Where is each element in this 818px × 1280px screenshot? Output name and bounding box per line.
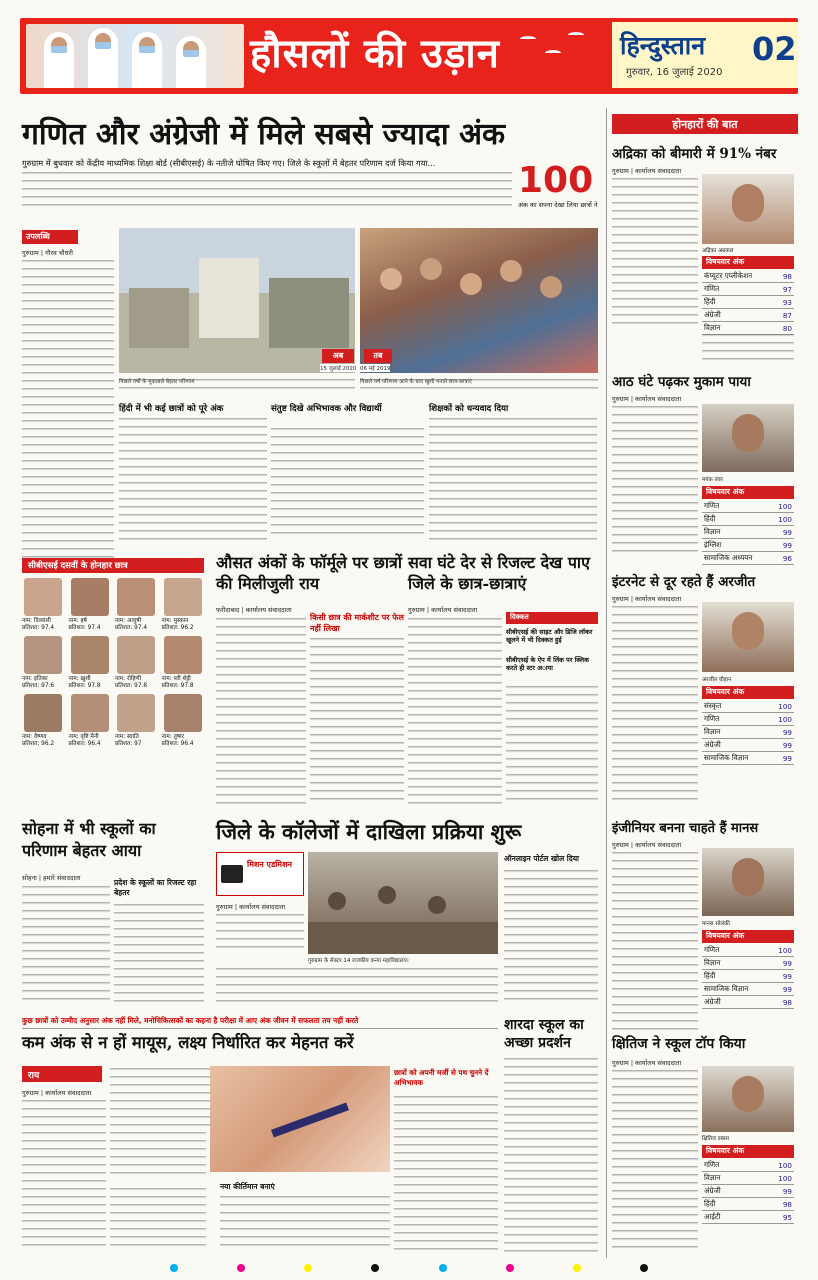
- intro-text-lines: [22, 170, 512, 212]
- newspaper-name: हिन्दुस्तान: [620, 31, 706, 60]
- subject-score-table: गणित 100 विज्ञान 99 हिंदी 99 सामाजिक विज्ञान 99 अंग्रेजी 98: [704, 945, 792, 1007]
- admission-body-2: [216, 966, 498, 1006]
- mission-admission-badge: मिशन एडमिशन: [216, 852, 304, 896]
- counsel-body-3: [110, 1130, 206, 1180]
- score-table-title: विषयवार अंक: [702, 486, 794, 499]
- student-figure: [176, 36, 206, 88]
- counsel-box2-title: छात्रों को अपनी मर्जी से पथ चुनने दें अभिभावक: [394, 1068, 489, 1087]
- admission-subhead: प्रदेश के स्कूलों का रिजल्ट रहा बेहतर: [114, 878, 197, 897]
- subhead-parents: संतुष्ट दिखे अभिभावक और विद्यार्थी: [271, 404, 382, 414]
- count-figure: 100: [518, 160, 594, 201]
- toppers-grid: [22, 578, 204, 748]
- college-classroom-photo: [308, 852, 498, 954]
- sidebar-headline: अद्रिका को बीमारी में 91% नंबर: [612, 146, 777, 162]
- cyan-dot: [170, 1264, 178, 1272]
- topper-card: नाम: इतिका प्रतिशत: 97.6: [22, 636, 65, 690]
- topper-card: नाम: तुषार प्रतिशत: 96.4: [162, 694, 205, 748]
- black-dot: [640, 1264, 648, 1272]
- topper-card: नाम: हर्ष प्रतिशत: 97.4: [69, 578, 112, 632]
- portal-body: [504, 868, 598, 1006]
- counsel-body-4: [110, 1186, 206, 1252]
- late-body: [408, 616, 502, 806]
- article-body-text: [22, 258, 114, 570]
- sidebar-headline: इंटरनेट से दूर रहते हैं अरजीत: [612, 574, 756, 590]
- subhead-body: [429, 416, 597, 540]
- page-number: 02: [752, 30, 797, 68]
- student-figure: [132, 32, 162, 88]
- sidebar-body: [612, 404, 698, 554]
- score-table-title: विषयवार अंक: [702, 930, 794, 943]
- sidebar-headline: इंजीनियर बनना चाहते हैं मानस: [612, 821, 759, 836]
- portrait-caption: मानस सोलंकी: [702, 921, 730, 927]
- score-table-title: विषयवार अंक: [702, 686, 794, 699]
- then-date: 06 मई 2019: [360, 366, 391, 372]
- sidebar-note: [702, 332, 794, 362]
- score-table-title: विषयवार अंक: [702, 1145, 794, 1158]
- main-intro: गुरुग्राम में बुधवार को केंद्रीय माध्यमिक शिक्षा बोर्ड (सीबीएसई) के नतीजे घोषित किए गए। जिले के स्कूलों में बेहतर परिणाम दर्ज किया गया...: [22, 158, 436, 168]
- problem-box-title: दिक्कत: [506, 612, 598, 624]
- sidebar-byline: गुरुग्राम | कार्यालय संवाददाता: [612, 395, 682, 403]
- portrait-caption: अरजीत चौहान: [702, 677, 732, 683]
- formula-body: [216, 616, 306, 806]
- celebrating-students-photo: [360, 228, 598, 373]
- subhead-body: [271, 426, 424, 540]
- formula-byline: फरीदाबाद | कार्यालय संवाददाता: [216, 606, 292, 614]
- counsel-box2-body: [394, 1094, 498, 1252]
- score-table-title: विषयवार अंक: [702, 256, 794, 269]
- portrait-caption: मयंक तंवर: [702, 477, 723, 483]
- formula-headline: औसत अंकों के फॉर्मूले पर छात्रों की मिलीजुली राय: [216, 553, 402, 593]
- edition-date: गुरुवार, 16 जुलाई 2020: [626, 67, 723, 78]
- toppers-title: सीबीएसई दसवीं के होनहार छात्र: [22, 558, 204, 573]
- student-portrait-photo: [702, 174, 794, 244]
- problem-bullet: सीबीएसई के ऐप में लिंक पर क्लिक करते ही स्टर अाया: [506, 656, 590, 672]
- student-figure: [88, 28, 118, 88]
- subject-score-table: कंप्यूटर एप्लीकेशन 98 गणित 97 हिंदी 93 अंग्रेजी 87 विज्ञान 80: [704, 271, 792, 333]
- topper-card: नाम: वृष्टि मैनी प्रतिशत: 96.4: [69, 694, 112, 748]
- photo1-caption: पिछले वर्षों के मुकाबले बेहतर परिणाम: [119, 379, 195, 385]
- black-dot: [371, 1264, 379, 1272]
- sohna-body: [22, 884, 110, 1004]
- sidebar-body: [612, 604, 698, 800]
- sohna-byline: सोहना | हमारे संवाददाता: [22, 874, 81, 882]
- student-portrait-photo: [702, 602, 794, 672]
- topper-card: नाम: आयुषी प्रतिशत: 97.4: [115, 578, 158, 632]
- subhead-teachers: शिक्षकों को धन्यवाद दिया: [429, 404, 509, 414]
- counsel-kicker: कुछ छात्रों को उम्मीद अनुसार अंक नहीं मिले, मनोचिकित्सकों का कहना है परीक्षा में आए अंक जीवन में सफलता तय नहीं करते: [22, 1016, 498, 1029]
- topper-card: नाम: दिव्यांशी प्रतिशत: 97.4: [22, 578, 65, 632]
- yellow-dot: [573, 1264, 581, 1272]
- upalabdhi-tag: उपलब्धि: [22, 230, 78, 244]
- admission-headline: जिले के कॉलेजों में दाखिला प्रक्रिया शुरू: [216, 819, 522, 844]
- section-tag: होनहारों की बात: [612, 114, 798, 134]
- admission-body: [216, 912, 304, 954]
- sidebar-byline: गुरुग्राम | कार्यालय संवाददाता: [612, 595, 682, 603]
- sidebar-headline: आठ घंटे पढ़कर मुकाम पाया: [612, 374, 751, 390]
- subhead-body: [119, 416, 267, 540]
- late-result-headline: सवा घंटे देर से रिजल्ट देख पाए जिले के छात्र-छात्राएं: [408, 553, 590, 593]
- student-portrait-photo: [702, 848, 794, 916]
- sidebar-byline: गुरुग्राम | कार्यालय संवाददाता: [612, 1059, 682, 1067]
- sharda-body: [504, 1056, 598, 1252]
- counsel-body-2: [110, 1066, 210, 1126]
- now-label: अब: [322, 349, 354, 363]
- subject-score-table: गणित 100 विज्ञान 100 अंग्रेजी 99 हिंदी 98 आईटी 95: [704, 1160, 792, 1222]
- formula-box-body: [310, 636, 404, 806]
- print-registration-marks: [20, 1262, 798, 1274]
- sohna-headline: सोहना में भी स्कूलों का परिणाम बेहतर आया: [22, 819, 156, 860]
- topper-card: नाम: स्वाति प्रतिशत: 97: [115, 694, 158, 748]
- topper-card: नाम: रोहिणी प्रतिशत: 97.8: [115, 636, 158, 690]
- admission-byline: गुरुग्राम | कार्यालय संवाददाता: [216, 903, 286, 911]
- sidebar-body: [612, 176, 698, 326]
- student-portrait-photo: [702, 404, 794, 472]
- sidebar-body: [612, 850, 698, 1036]
- admission-sub-body: [114, 902, 204, 1004]
- article-byline: गुरुग्राम | गौरव चौधरी: [22, 249, 73, 257]
- sharda-headline: शारदा स्कूल का अच्छा प्रदर्शन: [504, 1017, 584, 1051]
- formula-box-head: किसी छात्र की मार्कशीट पर फेल नहीं लिखा: [310, 613, 404, 633]
- counsel-box1-title: नया कीर्तिमान बनाएं: [220, 1182, 275, 1191]
- school-building-photo: [119, 228, 355, 373]
- bird-icon: [520, 36, 536, 42]
- topper-card: नाम: मुस्कान प्रतिशत: 96.2: [162, 578, 205, 632]
- subject-score-table: संस्कृत 100 गणित 100 विज्ञान 99 अंग्रेजी 99 सामाजिक विज्ञान 99: [704, 701, 792, 763]
- student-figure: [44, 32, 74, 88]
- portal-subhead: ऑनलाइन पोर्टल खोल दिया: [504, 854, 579, 863]
- counsel-byline: गुरुग्राम | कार्यालय संवाददाता: [22, 1089, 92, 1097]
- portrait-caption: अद्रिका अग्रवाल: [702, 248, 734, 254]
- photo2-caption: पिछले वर्ष परिणाम आने के बाद खुशी मनाते छात्र-छात्राएं: [360, 379, 472, 385]
- banner-students-illustration: [26, 24, 244, 88]
- then-label: तब: [364, 349, 392, 363]
- cyan-dot: [439, 1264, 447, 1272]
- yellow-dot: [304, 1264, 312, 1272]
- now-date: 15 जुलाई 2020: [320, 366, 357, 372]
- bird-icon: [568, 32, 584, 38]
- count-caption: अंक का सपना देखा लिया छात्रों ने: [518, 201, 598, 209]
- topper-card: नाम: वैष्णव प्रतिशत: 96.2: [22, 694, 65, 748]
- subhead-hindi: हिंदी में भी कई छात्रों को पूरे अंक: [119, 404, 224, 414]
- topper-card: नाम: परी शेट्टी प्रतिशत: 97.8: [162, 636, 205, 690]
- late-body-2: [506, 684, 598, 806]
- subject-score-table: गणित 100 हिंदी 100 विज्ञान 99 इंग्लिश 99 सामाजिक अध्ययन 96: [704, 501, 792, 563]
- sidebar-byline: गुरुग्राम | कार्यालय संवाददाता: [612, 841, 682, 849]
- counsel-headline: कम अंक से न हों मायूस, लक्ष्य निर्धारित कर मेहनत करें: [22, 1033, 354, 1052]
- late-byline: गुरुग्राम | कार्यालय संवाददाता: [408, 606, 478, 614]
- main-headline: गणित और अंग्रेजी में मिले सबसे ज्यादा अंक: [22, 117, 506, 152]
- topper-card: नाम: ख़ुशी प्रतिशत: 97.8: [69, 636, 112, 690]
- sidebar-byline: गुरुग्राम | कार्यालय संवाददाता: [612, 167, 682, 175]
- magenta-dot: [237, 1264, 245, 1272]
- student-portrait-photo: [702, 1066, 794, 1132]
- opinion-tag: राय: [22, 1066, 102, 1082]
- counsel-body: [22, 1098, 106, 1252]
- magenta-dot: [506, 1264, 514, 1272]
- banner-title: हौसलों की उड़ान: [250, 30, 500, 77]
- exam-writing-photo: [210, 1066, 390, 1172]
- bird-icon: [545, 50, 561, 56]
- portrait-caption: क्षितिज डबास: [702, 1136, 729, 1142]
- sidebar-headline: क्षितिज ने स्कूल टॉप किया: [612, 1036, 746, 1052]
- counsel-box1-body: [220, 1194, 390, 1252]
- problem-bullet: सीबीएसई की साइट और डिजि लॉकर खुलने में भी दिक्कत हुई: [506, 628, 593, 644]
- admission-photo-caption: गुरुग्राम के सेक्टर 14 राजकीय कन्या महाविद्यालय।: [308, 958, 409, 964]
- sidebar-body: [612, 1068, 698, 1252]
